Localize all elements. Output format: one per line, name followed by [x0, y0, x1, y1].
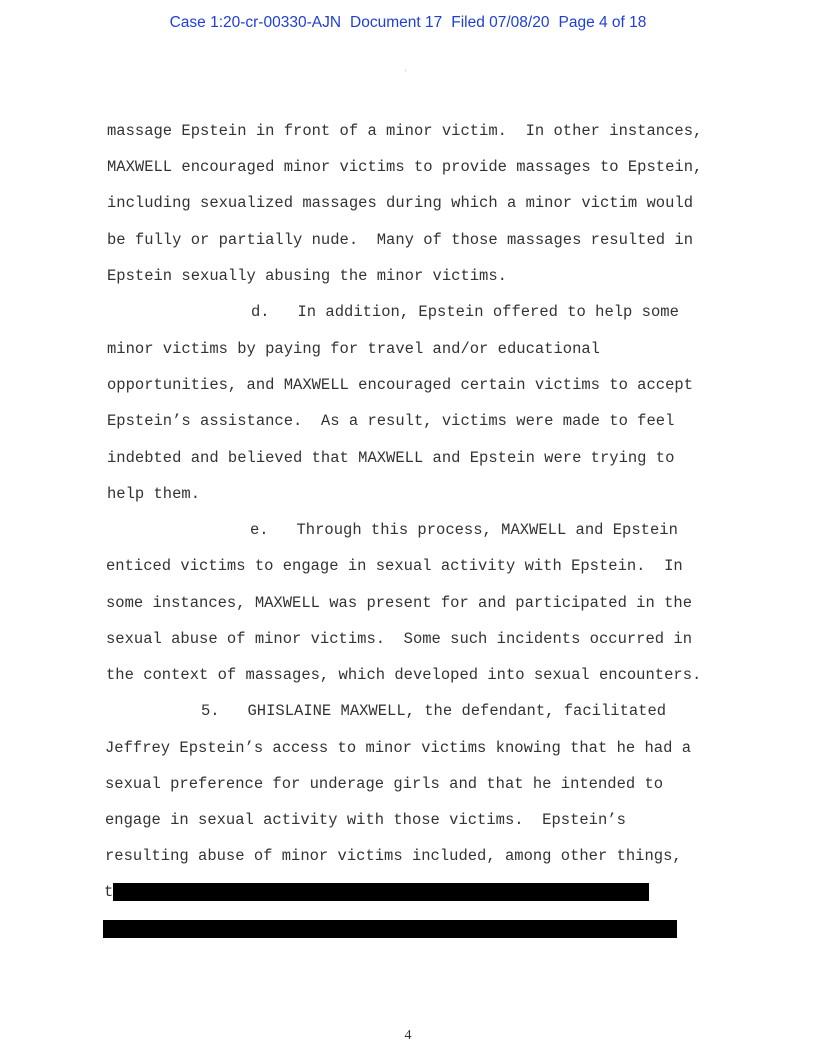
body-line: Epstein’s assistance. As a result, victims were made to feel: [107, 412, 675, 430]
body-line: engage in sexual activity with those victims. Epstein’s: [105, 811, 626, 829]
body-line: indebted and believed that MAXWELL and Epstein were trying to: [107, 449, 675, 467]
ecf-header: [0, 14, 816, 32]
paragraph-e-lead: e. Through this process, MAXWELL and Epstein: [250, 521, 678, 539]
document-number: Document 17: [350, 14, 443, 31]
filed-date: Filed 07/08/20: [451, 14, 550, 31]
paragraph-5-lead: 5. GHISLAINE MAXWELL, the defendant, facilitated: [201, 702, 667, 720]
redaction-bar: [113, 883, 649, 901]
body-line: be fully or partially nude. Many of those massages resulted in: [107, 231, 693, 249]
redaction-bar: [103, 920, 677, 938]
body-line: Jeffrey Epstein’s access to minor victims knowing that he had a: [105, 739, 691, 757]
body-line: sexual abuse of minor victims. Some such incidents occurred in: [106, 630, 692, 648]
page-of-total: Page 4 of 18: [558, 14, 647, 31]
page-number: 4: [404, 1028, 412, 1043]
body-line: including sexualized massages during which a minor victim would: [107, 194, 693, 212]
body-line: MAXWELL encouraged minor victims to provide massages to Epstein,: [107, 158, 703, 176]
scan-speck: ': [405, 68, 407, 78]
paragraph-d-lead: d. In addition, Epstein offered to help some: [251, 303, 679, 321]
body-line: some instances, MAXWELL was present for and participated in the: [106, 594, 692, 612]
body-line: minor victims by paying for travel and/or educational: [107, 340, 600, 358]
body-line: sexual preference for underage girls and that he intended to: [105, 775, 664, 793]
body-line-partial: t: [104, 883, 114, 901]
body-line: the context of massages, which developed into sexual encounters.: [106, 666, 702, 684]
body-line: resulting abuse of minor victims included, among other things,: [105, 847, 682, 865]
body-line: Epstein sexually abusing the minor victims.: [107, 267, 507, 285]
body-line: opportunities, and MAXWELL encouraged certain victims to accept: [107, 376, 693, 394]
body-line: help them.: [107, 485, 201, 503]
body-line: enticed victims to engage in sexual activity with Epstein. In: [106, 557, 683, 575]
body-line: massage Epstein in front of a minor victim. In other instances,: [107, 122, 703, 140]
case-number: Case 1:20-cr-00330-AJN: [169, 14, 342, 31]
